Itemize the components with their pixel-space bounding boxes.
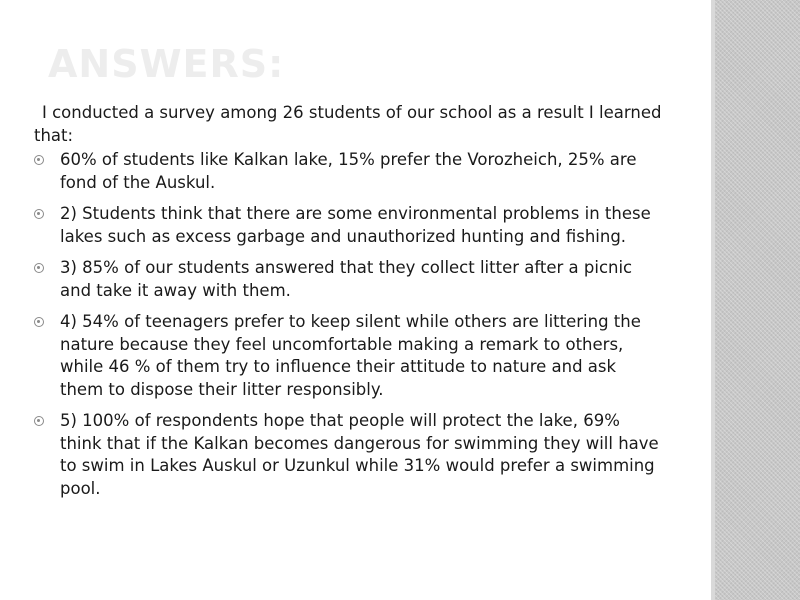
list-item bbox=[34, 311, 664, 401]
bullet-circle-icon bbox=[34, 416, 44, 426]
bullet-circle-icon bbox=[34, 155, 44, 165]
bullet-circle-icon bbox=[34, 263, 44, 273]
answers-list bbox=[34, 149, 664, 500]
list-item-text: 2) Students think that there are some environmental problems in these lakes such as excess garbage and unauthorized hunting and fishing. bbox=[60, 204, 651, 246]
list-item bbox=[34, 149, 664, 194]
side-decorative-panel bbox=[711, 0, 800, 600]
list-item bbox=[34, 203, 664, 248]
intro-text: I conducted a survey among 26 students of our school as a result I learned that: bbox=[34, 103, 662, 145]
list-item-text: 3) 85% of our students answered that they collect litter after a picnic and take it away with them. bbox=[60, 258, 633, 300]
bullet-circle-icon bbox=[34, 209, 44, 219]
list-item bbox=[34, 410, 664, 500]
bullet-circle-icon bbox=[34, 317, 44, 327]
slide-content bbox=[34, 102, 664, 509]
side-panel-edge bbox=[711, 0, 715, 600]
list-item-text: 5) 100% of respondents hope that people will protect the lake, 69% think that if the Kalkan becomes dangerous for swimming they will have to swim in Lakes Auskul or Uzunkul while 31% would prefer a swimming pool. bbox=[60, 411, 659, 498]
slide-title: ANSWERS: bbox=[48, 42, 285, 86]
list-item-text: 60% of students like Kalkan lake, 15% prefer the Vorozheich, 25% are fond of the Auskul. bbox=[60, 150, 637, 192]
list-item-text: 4) 54% of teenagers prefer to keep silent while others are littering the nature because they feel uncomfortable making a remark to others, while 46 % of them try to influence their attitude to nature and ask them to dispose their litter responsibly. bbox=[60, 312, 641, 399]
list-item bbox=[34, 257, 664, 302]
